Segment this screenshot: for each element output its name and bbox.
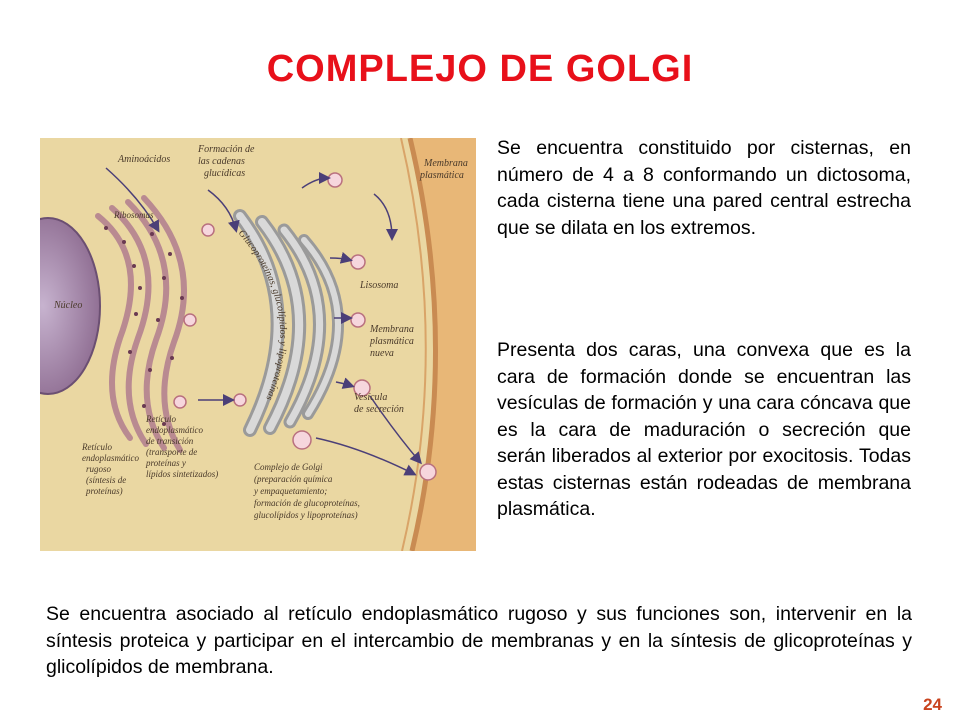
label-formacion-3: glucídicas	[204, 168, 246, 179]
label-nueva-2: plasmática	[370, 336, 414, 347]
label-golgi-2: (preparación química	[254, 474, 333, 484]
label-reticulo-rug-5: proteínas)	[86, 486, 123, 496]
label-reticulo-trans-6: lípidos sintetizados)	[146, 469, 219, 479]
label-reticulo-rug-4: (síntesis de	[86, 475, 127, 485]
label-nueva-1: Membrana	[370, 324, 414, 335]
label-golgi-3: y empaquetamiento;	[254, 486, 328, 496]
label-aminoacidos: Aminoácidos	[118, 154, 171, 165]
label-membrana-2: plasmática	[420, 170, 464, 181]
label-formacion-2: las cadenas	[198, 156, 245, 167]
label-nucleo: Núcleo	[54, 300, 83, 311]
paragraph-structure: Se encuentra constituido por cisternas, en número de 4 a 8 conformando un dictosoma, cada cisterna tiene una pared central estrecha que se dilata en los extremos.	[497, 137, 911, 239]
golgi-curved-label: Glucoproteínas, glucolípidos y lipoproteínas	[235, 227, 289, 402]
label-golgi-1: Complejo de Golgi	[254, 462, 323, 472]
label-reticulo-trans-5: proteínas y	[146, 458, 186, 468]
label-golgi-5: glucolípidos y lipoproteínas)	[254, 510, 358, 520]
page-number: 24	[923, 695, 942, 714]
label-formacion-1: Formación de	[198, 144, 255, 155]
paragraph-functions: Se encuentra asociado al retículo endoplasmático rugoso y sus funciones son, intervenir en la síntesis proteica y participar en el intercambio de membranas y en la síntesis de glicoproteínas y glicolípidos de membrana.	[46, 603, 912, 678]
paragraph-faces: Presenta dos caras, una convexa que es la cara de formación donde se encuentran las vesículas de formación y una cara cóncava que es la cara de maduración o secreción que serán liberados al exterior por exocitosis. Todas estas cisternas están rodeadas de membrana plasmática.	[497, 339, 911, 520]
label-golgi-4: formación de glucoproteínas,	[254, 498, 360, 508]
label-reticulo-trans-1: Retículo	[146, 414, 176, 424]
label-ribosomas: Ribosomas	[114, 210, 154, 220]
label-reticulo-rug-2: endoplasmático	[82, 453, 139, 463]
label-reticulo-trans-4: (transporte de	[146, 447, 198, 457]
label-vesicula-2: de secreción	[354, 404, 404, 415]
label-reticulo-trans-2: endoplasmático	[146, 425, 203, 435]
label-reticulo-rug-3: rugoso	[86, 464, 112, 474]
cell-membrane	[410, 138, 476, 551]
slide-title: COMPLEJO DE GOLGI	[266, 48, 694, 90]
label-membrana-1: Membrana	[424, 158, 468, 169]
label-vesicula-1: Vesícula	[354, 392, 388, 403]
label-reticulo-trans-3: de transición	[146, 436, 194, 446]
label-lisosoma: Lisosoma	[360, 280, 399, 291]
golgi-diagram	[40, 138, 476, 551]
label-nueva-3: nueva	[370, 348, 394, 359]
rough-er	[98, 198, 184, 450]
label-reticulo-rug-1: Retículo	[82, 442, 112, 452]
golgi-diagram-svg	[40, 138, 476, 551]
